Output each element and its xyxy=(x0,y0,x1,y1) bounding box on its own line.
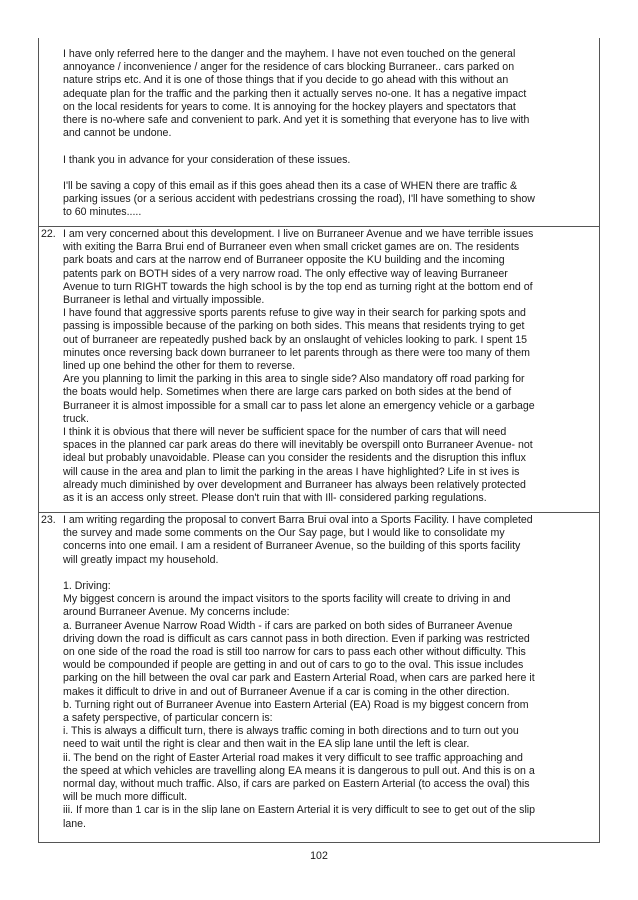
text-line: would be compounded if people are getting in and out of cars to go to the oval. This issue includes xyxy=(63,659,524,672)
text-line: spaces in the planned car park areas do there will inevitably be overspill onto Burraneer Avenue- not xyxy=(63,439,533,452)
text-line: adequate plan for the traffic and the parking then it actually serves no-one. It has a negative impact xyxy=(63,87,527,100)
text-line: lane. xyxy=(63,817,86,830)
text-line: parking on the hill between the oval car park and Eastern Arterial Road, when cars are parked here it xyxy=(63,672,535,685)
text-line: annoyance / inconvenience / anger for the residence of cars blocking Burraneer.. cars parked on xyxy=(63,61,515,74)
entry-text xyxy=(63,514,595,831)
text-line: with exiting the Barra Brui end of Burraneer even when small cricket games are on. The residents xyxy=(63,241,520,254)
entry-row-22 xyxy=(39,226,599,505)
text-line: a. Burraneer Avenue Narrow Road Width - if cars are parked on both sides of Burraneer Avenue xyxy=(63,619,513,632)
text-line: I have found that aggressive sports parents refuse to give way in their search for parking spots and xyxy=(63,307,526,320)
text-line: Avenue to turn RIGHT towards the high school is by the top end as turning right at the bottom end of xyxy=(63,280,533,293)
text-line: lined up one behind the other for them to reverse. xyxy=(63,360,296,373)
text-line: I thank you in advance for your consideration of these issues. xyxy=(63,153,351,166)
text-line: and cannot be undone. xyxy=(63,127,172,140)
text-line: there is no-where safe and convenient to park. And yet it is something that everyone has to live with xyxy=(63,114,530,127)
text-line: ideal but probably unavoidable. Please can you consider the residents and the disruption this influx xyxy=(63,452,526,465)
entry-row-23 xyxy=(39,512,599,830)
text-line: to 60 minutes..... xyxy=(63,206,142,219)
text-line: patents park on BOTH sides of a very narrow road. The only effective way of leaving Burraneer xyxy=(63,267,508,280)
text-line: on the local residents for years to come. It is annoying for the hockey players and spectators that xyxy=(63,100,516,113)
text-line: I am writing regarding the proposal to convert Barra Brui oval into a Sports Facility. I have completed xyxy=(63,514,533,526)
text-line: the boats would help. Sometimes when there are large cars parked on both sides at the bend of xyxy=(63,386,512,399)
entry-text xyxy=(63,228,595,505)
text-line: My biggest concern is around the impact visitors to the sports facility will create to driving in and xyxy=(63,593,511,606)
text-line: a safety perspective, of particular concern is: xyxy=(63,712,273,725)
text-line: I am very concerned about this development. I live on Burraneer Avenue and we have terrible issues xyxy=(63,228,534,240)
text-line xyxy=(63,567,595,580)
text-line xyxy=(63,167,595,180)
text-line: I have only referred here to the danger and the mayhem. I have not even touched on the general xyxy=(63,48,516,60)
text-line: passing is impossible because of the parking on both sides. This means that residents trying to get xyxy=(63,320,525,333)
text-line: makes it difficult to drive in and out of Burraneer Avenue if a car is coming in the other direction. xyxy=(63,685,510,698)
text-line: nature strips etc. And it is one of those things that if you decide to go ahead with this without an xyxy=(63,74,509,87)
text-line: park boats and cars at the narrow end of Burraneer opposite the KU building and the incoming xyxy=(63,254,505,267)
text-line: around Burraneer Avenue. My concerns include: xyxy=(63,606,290,619)
text-line: the speed at which vehicles are travelling along EA means it is dangerous to pull out. And this is on a xyxy=(63,764,535,777)
text-line: normal day, without much traffic. Also, if cars are parked on Eastern Arterial (to access the oval) this xyxy=(63,778,530,791)
text-line: Are you planning to limit the parking in this area to single side? Also mandatory off road parking for xyxy=(63,373,525,386)
entry-number: 22. xyxy=(41,228,56,240)
text-line: Burraneer is lethal and virtually impossible. xyxy=(63,294,265,307)
text-line: on one side of the road the road is still too narrow for cars to pass each other without difficulty. This xyxy=(63,646,526,659)
text-line: the survey and made some comments on the Our Say page, but I would like to consolidate my xyxy=(63,527,505,540)
text-line: will cause in the area and plan to limit the parking in the areas I have highlighted? Life in st ives is xyxy=(63,465,520,478)
text-line: i. This is always a difficult turn, there is always traffic coming in both directions and to turn out you xyxy=(63,725,519,738)
text-line: driving down the road is difficult as cars cannot pass in both direction. Even if parking was restricted xyxy=(63,632,530,645)
text-line: b. Turning right out of Burraneer Avenue into Eastern Arterial (EA) Road is my biggest concern from xyxy=(63,698,529,711)
text-line xyxy=(63,140,595,153)
text-line: truck. xyxy=(63,412,89,425)
page-number: 102 xyxy=(310,850,328,862)
text-line: out of burraneer are repeatedly pushed back by an onslaught of vehicles looking to park. I spent 15 xyxy=(63,333,528,346)
text-line: I'll be saving a copy of this email as if this goes ahead then its a case of WHEN there are traffic & xyxy=(63,180,518,192)
text-line: already much diminished by over development and Burraneer has always been relatively protected xyxy=(63,478,526,491)
text-line: will be much more difficult. xyxy=(63,791,188,804)
text-line: Burraneer it is almost impossible for a small car to pass let alone an emergency vehicle or a garbage xyxy=(63,399,535,412)
document-table xyxy=(38,38,600,843)
text-line: 1. Driving: xyxy=(63,580,111,592)
entry-number: 23. xyxy=(41,514,56,526)
text-line: minutes once reversing back down burraneer to let parents through as there were too many of them xyxy=(63,346,530,359)
text-line: iii. If more than 1 car is in the slip lane on Eastern Arterial it is very difficult to see to get out of the slip xyxy=(63,804,536,817)
text-line: I think it is obvious that there will never be sufficient space for the number of cars that will need xyxy=(63,426,507,439)
text-line: will greatly impact my household. xyxy=(63,553,219,566)
continuation-text xyxy=(63,48,595,220)
text-line: parking issues (or a serious accident with pedestrians crossing the road), I'll have something to show xyxy=(63,193,535,206)
text-line: ii. The bend on the right of Easter Arterial road makes it very difficult to see traffic approaching and xyxy=(63,751,523,764)
text-line: concerns into one email. I am a resident of Burraneer Avenue, so the building of this sports facility xyxy=(63,540,521,553)
text-line: need to wait until the right is clear and then wait in the EA slip lane until the left is clear. xyxy=(63,738,470,751)
text-line: as it is an access only street. Please don't ruin that with Ill- considered parking regulations. xyxy=(63,492,487,505)
